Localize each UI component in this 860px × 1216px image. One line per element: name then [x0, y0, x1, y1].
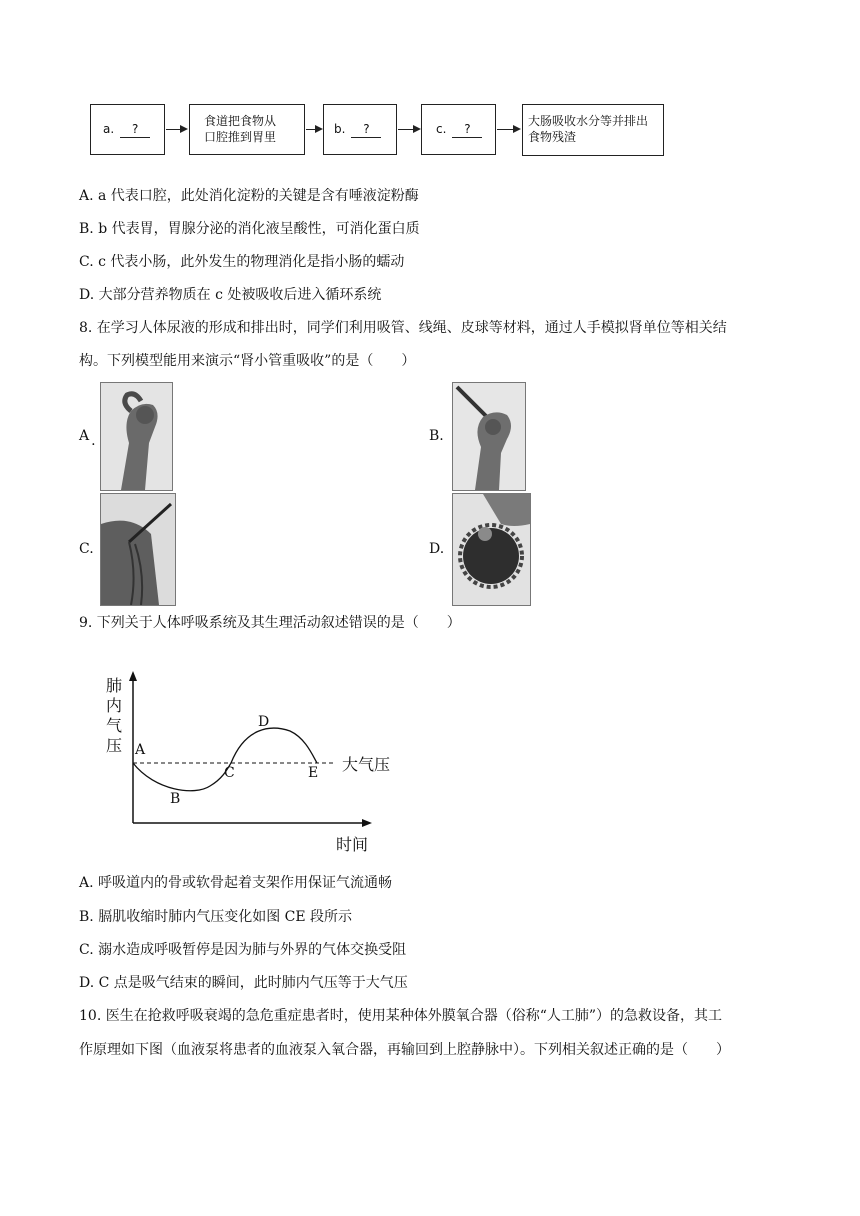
flow-box-esophagus-line2: 口腔推到胃里 [204, 130, 277, 144]
q8-option-a-label: A . [79, 428, 96, 449]
q8-option-b-label: B. [429, 428, 444, 444]
flow-box-c-slot: ? [452, 121, 482, 138]
q9-option-c: C. 溺水造成呼吸暂停是因为肺与外界的气体交换受阻 [79, 942, 407, 958]
flow-box-b-slot: ? [351, 121, 381, 138]
flow-box-b-letter: b. [334, 122, 346, 136]
hand-with-cord-photo-icon [101, 494, 175, 605]
q9-option-d: D. C 点是吸气结束的瞬间，此时肺内气压等于大气压 [79, 975, 408, 991]
hand-with-straw-photo-icon [453, 383, 525, 490]
graph-point-c: C [224, 765, 235, 781]
flow-box-c-letter: c. [436, 122, 447, 136]
flow-box-large-intestine [522, 104, 664, 156]
flow-box-a [90, 104, 165, 155]
hand-with-ball-photo-icon [453, 494, 530, 605]
flow-box-b [323, 104, 397, 155]
flow-arrow-3 [398, 129, 419, 130]
q9-option-b: B. 膈肌收缩时肺内气压变化如图 CE 段所示 [79, 909, 353, 925]
q8-option-d-label: D. [429, 541, 445, 557]
graph-xlabel: 时间 [336, 835, 369, 854]
q9-stem: 9. 下列关于人体呼吸系统及其生理活动叙述错误的是（ ） [79, 615, 461, 631]
flow-box-large-line2: 食物残渣 [528, 130, 577, 144]
flow-box-a-letter: a. [103, 122, 115, 136]
q7-option-c: C. c 代表小肠，此外发生的物理消化是指小肠的蠕动 [79, 254, 405, 270]
flow-arrow-2 [306, 129, 321, 130]
q8-stem-line2: 构。下列模型能用来演示“肾小管重吸收”的是（ ） [79, 353, 416, 369]
graph-point-e: E [308, 765, 319, 781]
q8-option-d-photo [452, 493, 531, 606]
flow-box-esophagus [189, 104, 305, 155]
q10-stem-line1: 10. 医生在抢救呼吸衰竭的急危重症患者时，使用某种体外膜氧合器（俗称“人工肺”）的急救设备，其工 [79, 1008, 723, 1024]
graph-point-a: A [135, 742, 146, 758]
graph-reference-label: 大气压 [342, 755, 391, 774]
flow-box-c [421, 104, 496, 155]
hand-photo-icon [101, 383, 172, 490]
q8-option-c-photo [100, 493, 176, 606]
q7-option-b: B. b 代表胃，胃腺分泌的消化液呈酸性，可消化蛋白质 [79, 221, 420, 237]
graph-point-d: D [258, 714, 270, 730]
flow-arrow-4 [497, 129, 519, 130]
q9-option-a: A. 呼吸道内的骨或软骨起着支架作用保证气流通畅 [79, 875, 393, 891]
flow-box-esophagus-line1: 食道把食物从 [204, 114, 277, 128]
q8-option-c-label: C. [79, 541, 94, 557]
flow-arrow-1 [166, 129, 186, 130]
q7-option-d: D. 大部分营养物质在 c 处被吸收后进入循环系统 [79, 287, 382, 303]
flow-box-large-line1: 大肠吸收水分等并排出 [528, 114, 649, 128]
graph-ylabel: 肺 内 气 压 [105, 676, 122, 755]
lung-pressure-graph [100, 666, 390, 856]
q7-option-a: A. a 代表口腔，此处消化淀粉的关键是含有唾液淀粉酶 [79, 188, 419, 204]
q10-stem-line2: 作原理如下图（血液泵将患者的血液泵入氧合器，再输回到上腔静脉中）。下列相关叙述正确的是（ ） [79, 1042, 730, 1058]
q8-stem-line1: 8. 在学习人体尿液的形成和排出时，同学们利用吸管、线绳、皮球等材料，通过人手模拟肾单位等相关结 [79, 320, 727, 336]
graph-point-b: B [170, 791, 181, 807]
q8-option-a-photo [100, 382, 173, 491]
q8-option-b-photo [452, 382, 526, 491]
flow-box-a-slot: ? [120, 121, 150, 138]
